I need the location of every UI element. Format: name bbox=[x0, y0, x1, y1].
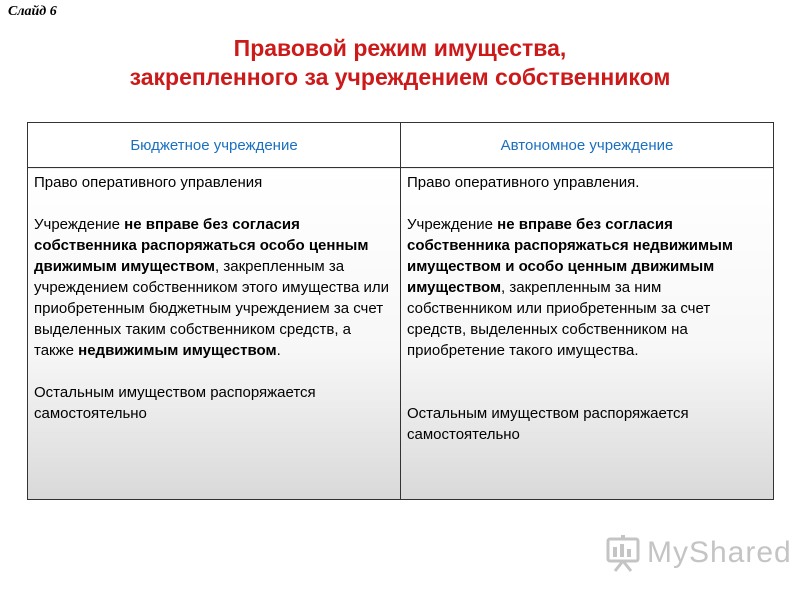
slide-number-label: Слайд 6 bbox=[8, 4, 57, 19]
bold-text: недвижимым имуществом bbox=[78, 342, 277, 359]
cell-paragraph bbox=[407, 214, 767, 361]
text-span: , закрепленным за ним собственником или приобретенным за счет средств, выделенных собственником на приобретение такого имущества. bbox=[407, 279, 711, 359]
myshared-logo bbox=[605, 533, 792, 573]
cell-autonomous-institution bbox=[401, 168, 774, 500]
text-span: Учреждение bbox=[34, 216, 125, 233]
cell-paragraph bbox=[34, 214, 394, 361]
text-span: , закрепленным за учреждением собственником этого имущества или приобретенным бюджетным учреждением за счет выделенных таким собственником средств, а также bbox=[34, 258, 389, 359]
bold-text: не вправе без согласия собственника распоряжаться недвижимым имуществом и особо ценным движимым имуществом bbox=[407, 216, 733, 296]
slide-title bbox=[0, 34, 800, 92]
text-span: . bbox=[276, 342, 281, 359]
cell-heading bbox=[407, 172, 767, 193]
text-span: . bbox=[635, 174, 640, 191]
header-budget-institution: Бюджетное учреждение bbox=[28, 123, 401, 168]
title-line-2: закрепленного за учреждением собственником bbox=[129, 64, 671, 90]
logo-text: MyShared bbox=[647, 536, 792, 569]
bold-text: не вправе без согласия собственника распоряжаться особо ценным движимым имуществом bbox=[34, 216, 369, 275]
text-span: Право оперативного управления bbox=[407, 174, 636, 191]
header-autonomous-institution: Автономное учреждение bbox=[401, 123, 774, 168]
comparison-table bbox=[27, 122, 774, 500]
title-line-1: Правовой режим имущества, bbox=[233, 35, 567, 61]
table-header-row bbox=[28, 123, 774, 168]
cell-budget-institution bbox=[28, 168, 401, 500]
cell-closing-paragraph: Остальным имуществом распоряжается самостоятельно bbox=[407, 405, 689, 443]
text-span: Учреждение bbox=[407, 216, 498, 233]
table-row bbox=[28, 168, 774, 500]
cell-closing-paragraph: Остальным имуществом распоряжается самостоятельно bbox=[34, 384, 316, 422]
presentation-board-icon bbox=[605, 534, 641, 572]
cell-heading: Право оперативного управления bbox=[34, 174, 263, 191]
